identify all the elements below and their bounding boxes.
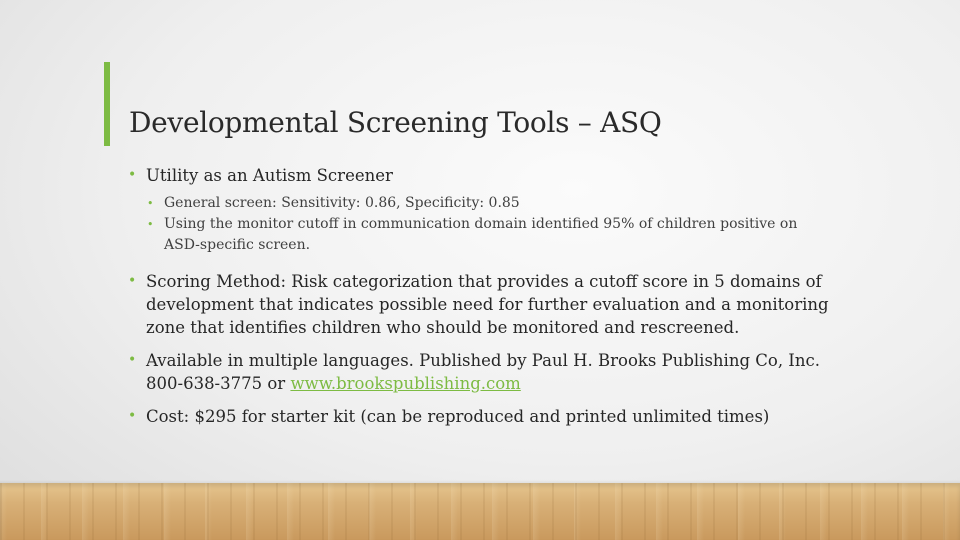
wood-floor-decoration bbox=[0, 483, 960, 540]
bullet-text-line3: zone that identifies children who should be monitored and rescreened. bbox=[146, 318, 740, 337]
bullet-dot-icon: • bbox=[128, 352, 137, 368]
brookspublishing-link[interactable]: www.brookspublishing.com bbox=[290, 374, 521, 393]
bullet-cost bbox=[128, 405, 868, 428]
sub-bullet-dot-icon: • bbox=[147, 197, 154, 210]
sub-bullet-sensitivity bbox=[128, 193, 868, 214]
bullet-availability bbox=[128, 349, 868, 395]
bullet-text-line2: development that indicates possible need for further evaluation and a monitoring bbox=[146, 295, 829, 314]
bullet-text-line1: Available in multiple languages. Published by Paul H. Brooks Publishing Co, Inc. bbox=[146, 351, 820, 370]
bullet-dot-icon: • bbox=[128, 408, 137, 424]
sub-bullet-dot-icon: • bbox=[147, 218, 154, 231]
bullet-utility bbox=[128, 164, 868, 187]
sub-bullet-text-line2: ASD-specific screen. bbox=[164, 237, 311, 253]
bullet-text: Cost: $295 for starter kit (can be reproduced and printed unlimited times) bbox=[146, 407, 770, 426]
bullet-text-line2: 800-638-3775 or bbox=[146, 374, 291, 393]
bullet-dot-icon: • bbox=[128, 273, 137, 289]
slide-body bbox=[128, 164, 868, 428]
title-accent-bar bbox=[104, 62, 110, 146]
bullet-dot-icon: • bbox=[128, 167, 137, 183]
sub-bullet-text-line1: Using the monitor cutoff in communication domain identified 95% of children positive on bbox=[164, 216, 798, 232]
sub-bullet-monitor-cutoff bbox=[128, 214, 868, 256]
sub-bullet-text: General screen: Sensitivity: 0.86, Specificity: 0.85 bbox=[164, 195, 520, 211]
slide-title: Developmental Screening Tools – ASQ bbox=[129, 106, 662, 139]
bullet-scoring-method bbox=[128, 270, 868, 339]
bullet-text: Utility as an Autism Screener bbox=[146, 166, 393, 185]
bullet-text-line1: Scoring Method: Risk categorization that provides a cutoff score in 5 domains of bbox=[146, 272, 822, 291]
